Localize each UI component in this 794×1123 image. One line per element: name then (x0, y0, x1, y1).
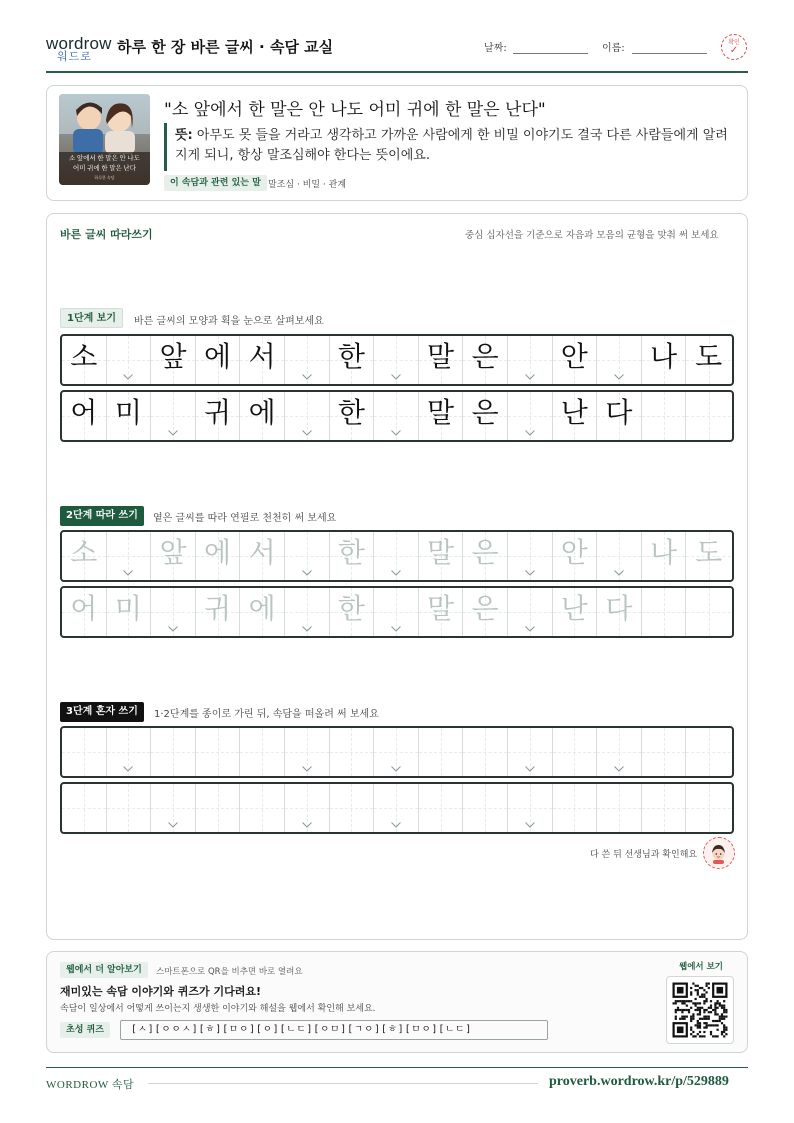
grid-char: 귀 (204, 396, 232, 429)
grid-cell[interactable] (240, 588, 285, 636)
grid-cell[interactable] (508, 588, 553, 636)
space-mark-icon (391, 626, 401, 632)
practice-hint: 중심 십자선을 기준으로 자음과 모음의 균형을 맞춰 써 보세요 (465, 230, 719, 241)
space-mark-icon (391, 570, 401, 576)
space-mark-icon (123, 374, 133, 380)
step1-row-1 (60, 334, 734, 386)
space-mark-icon (391, 430, 401, 436)
grid-cell[interactable] (285, 532, 330, 580)
qr-label: 웹에서 보기 (679, 962, 724, 972)
grid-cell (107, 392, 152, 440)
step3-label: 3단계 혼자 쓰기 (60, 702, 144, 722)
practice-title: 바른 글씨 따라쓰기 (60, 228, 153, 241)
space-mark-icon (525, 430, 535, 436)
step2-label: 2단계 따라 쓰기 (60, 506, 144, 526)
step1-desc: 바른 글씨의 모양과 획을 눈으로 살펴보세요 (134, 316, 324, 327)
grid-cell[interactable] (463, 784, 508, 832)
name-label: 이름: (602, 43, 625, 54)
related-label: 이 속담과 관련 있는 말 (164, 175, 267, 191)
grid-cell[interactable] (196, 728, 241, 776)
grid-char: 난 (560, 396, 588, 429)
grid-char: 소 (70, 340, 98, 373)
grid-cell[interactable] (62, 532, 107, 580)
check-stamp-icon (721, 34, 747, 60)
grid-char: 도 (695, 536, 723, 569)
stamp-check: ✓ (729, 44, 739, 56)
grid-char: 나 (649, 340, 678, 373)
grid-cell[interactable] (686, 728, 731, 776)
space-mark-icon (302, 626, 312, 632)
space-mark-icon (614, 570, 624, 576)
grid-cell[interactable] (553, 784, 598, 832)
space-mark-icon (614, 766, 624, 772)
grid-char: 에 (204, 340, 232, 373)
grid-cell[interactable] (597, 588, 642, 636)
teacher-stamp-icon (703, 837, 735, 869)
grid-cell[interactable] (597, 532, 642, 580)
grid-char: 에 (248, 396, 276, 429)
grid-cell[interactable] (374, 784, 419, 832)
space-mark-icon (302, 766, 312, 772)
grid-cell[interactable] (419, 532, 464, 580)
step1-label: 1단계 보기 (60, 308, 123, 328)
qr-code-icon[interactable] (666, 976, 734, 1044)
thumb-credit: 하루한 속담 (94, 175, 115, 180)
grid-cell[interactable] (62, 784, 107, 832)
grid-cell (419, 392, 464, 440)
web-hint: 스마트폰으로 QR을 비추면 바로 열려요 (156, 967, 303, 977)
grid-cell[interactable] (330, 588, 375, 636)
step3-row-1[interactable] (60, 726, 734, 778)
grid-cell (196, 336, 241, 384)
header-divider (46, 71, 748, 73)
space-mark-icon (525, 374, 535, 380)
thumb-caption-line-2: 어미 귀에 한 말은 난다 (72, 165, 136, 172)
stamp-text: 확인 (728, 38, 740, 46)
grid-cell[interactable] (686, 532, 731, 580)
space-mark-icon (525, 822, 535, 828)
space-mark-icon (302, 822, 312, 828)
grid-cell (151, 336, 196, 384)
grid-cell[interactable] (597, 728, 642, 776)
space-mark-icon (525, 626, 535, 632)
grid-char: 안 (560, 340, 588, 373)
grid-cell[interactable] (285, 588, 330, 636)
grid-cell (330, 392, 375, 440)
grid-cell[interactable] (374, 588, 419, 636)
grid-cell[interactable] (553, 588, 598, 636)
footer-divider (46, 1067, 748, 1068)
thumb-caption (59, 154, 150, 182)
grid-cell[interactable] (196, 532, 241, 580)
grid-cell[interactable] (374, 532, 419, 580)
grid-cell[interactable] (686, 588, 731, 636)
space-mark-icon (123, 766, 133, 772)
grid-cell (686, 336, 731, 384)
grid-cell[interactable] (107, 588, 152, 636)
proverb-text: "소 앞에서 한 말은 안 나도 어미 귀에 한 말은 난다" (164, 100, 546, 120)
grid-cell (597, 392, 642, 440)
grid-cell[interactable] (151, 784, 196, 832)
step2-desc: 옅은 글씨를 따라 연필로 천천히 써 보세요 (153, 513, 337, 524)
grid-cell[interactable] (374, 728, 419, 776)
step3-desc: 1·2단계를 종이로 가린 뒤, 속담을 떠올려 써 보세요 (154, 709, 379, 720)
grid-cell[interactable] (240, 532, 285, 580)
grid-cell (374, 336, 419, 384)
meaning-accent-bar (164, 123, 167, 171)
grid-cell[interactable] (508, 784, 553, 832)
proverb-illustration (59, 94, 150, 185)
grid-cell (642, 336, 687, 384)
grid-char: 말 (427, 340, 455, 373)
name-field[interactable] (632, 53, 707, 54)
space-mark-icon (525, 766, 535, 772)
brand-logo (46, 34, 112, 63)
promo-subtext: 속담이 일상에서 어떻게 쓰이는지 생생한 이야기와 해설을 웹에서 확인해 보세요. (60, 1004, 376, 1014)
grid-cell[interactable] (196, 784, 241, 832)
grid-cell[interactable] (330, 784, 375, 832)
grid-cell[interactable] (240, 784, 285, 832)
grid-cell (553, 336, 598, 384)
space-mark-icon (525, 570, 535, 576)
grid-cell[interactable] (508, 532, 553, 580)
logo-text: wordrow (46, 34, 112, 53)
teacher-check-text: 다 쓴 뒤 선생님과 확인해요 (590, 850, 698, 860)
grid-cell[interactable] (508, 728, 553, 776)
grid-cell (463, 392, 508, 440)
space-mark-icon (302, 570, 312, 576)
grid-cell (285, 336, 330, 384)
space-mark-icon (391, 822, 401, 828)
grid-cell (374, 392, 419, 440)
grid-char: 서 (248, 536, 276, 569)
grid-cell[interactable] (553, 728, 598, 776)
grid-cell (508, 336, 553, 384)
promo-headline: 재미있는 속담 이야기와 퀴즈가 기다려요! (60, 985, 261, 998)
related-words: 말조심 · 비밀 · 관계 (268, 180, 347, 190)
grid-char: 안 (560, 536, 588, 569)
grid-char: 한 (337, 396, 365, 429)
grid-char: 미 (114, 396, 142, 429)
grid-char: 다 (605, 592, 633, 625)
grid-cell (240, 392, 285, 440)
web-more-label: 웹에서 더 알아보기 (60, 962, 148, 978)
meaning-label: 뜻: (175, 128, 193, 143)
grid-cell (240, 336, 285, 384)
grid-cell (330, 336, 375, 384)
grid-cell (196, 392, 241, 440)
grid-cell[interactable] (419, 784, 464, 832)
grid-cell[interactable] (330, 532, 375, 580)
chosung-quiz-box: [ㅅ][ㅇㅇㅅ][ㅎ][ㅁㅇ][ㅇ][ㄴㄷ][ㅇㅁ][ㄱㅇ][ㅎ][ㅁㅇ][ㄴㄷ] (120, 1020, 548, 1040)
grid-cell[interactable] (151, 588, 196, 636)
grid-char: 한 (337, 592, 365, 625)
grid-cell[interactable] (463, 728, 508, 776)
step3-row-2[interactable] (60, 782, 734, 834)
grid-cell (419, 336, 464, 384)
grid-cell[interactable] (107, 728, 152, 776)
grid-char: 말 (427, 396, 455, 429)
grid-char: 에 (248, 592, 276, 625)
grid-cell[interactable] (285, 728, 330, 776)
grid-cell[interactable] (642, 532, 687, 580)
grid-cell[interactable] (62, 728, 107, 776)
grid-cell[interactable] (686, 784, 731, 832)
footer-line (148, 1083, 538, 1084)
grid-char: 소 (70, 536, 98, 569)
grid-char: 귀 (204, 592, 232, 625)
space-mark-icon (302, 374, 312, 380)
grid-cell[interactable] (196, 588, 241, 636)
grid-cell[interactable] (62, 588, 107, 636)
grid-char: 한 (337, 536, 365, 569)
grid-cell[interactable] (642, 784, 687, 832)
page-title: 하루 한 장 바른 글씨 · 속담 교실 (117, 38, 334, 56)
meaning-text (175, 126, 735, 166)
grid-cell[interactable] (597, 784, 642, 832)
grid-char: 앞 (159, 536, 187, 569)
grid-cell[interactable] (463, 532, 508, 580)
grid-char: 난 (560, 592, 588, 625)
footer-url-link[interactable]: proverb.wordrow.kr/p/529889 (549, 1074, 729, 1089)
grid-char: 은 (471, 592, 499, 625)
step2-row-1[interactable] (60, 530, 734, 582)
grid-cell (62, 336, 107, 384)
grid-char: 은 (471, 340, 499, 373)
grid-cell (508, 392, 553, 440)
grid-char: 미 (114, 592, 142, 625)
space-mark-icon (391, 374, 401, 380)
grid-cell[interactable] (553, 532, 598, 580)
grid-cell[interactable] (240, 728, 285, 776)
quiz-label: 초성 퀴즈 (60, 1022, 110, 1038)
space-mark-icon (168, 430, 178, 436)
date-label: 날짜: (484, 43, 507, 54)
space-mark-icon (391, 766, 401, 772)
grid-char: 한 (337, 340, 365, 373)
grid-cell[interactable] (107, 532, 152, 580)
space-mark-icon (614, 374, 624, 380)
space-mark-icon (168, 822, 178, 828)
grid-char: 앞 (159, 340, 187, 373)
grid-cell (642, 392, 687, 440)
grid-char: 다 (605, 396, 633, 429)
grid-char: 어 (70, 396, 98, 429)
meaning-body: 아무도 못 들을 거라고 생각하고 가까운 사람에게 한 비밀 이야기도 결국 다른 사람들에게 알려지게 되니, 항상 말조심해야 한다는 뜻이에요. (175, 128, 728, 163)
grid-cell (62, 392, 107, 440)
grid-cell[interactable] (419, 728, 464, 776)
step2-row-2[interactable] (60, 586, 734, 638)
grid-cell[interactable] (285, 784, 330, 832)
space-mark-icon (168, 626, 178, 632)
logo-subtext: 워드로 (57, 51, 92, 63)
grid-cell[interactable] (107, 784, 152, 832)
grid-cell (553, 392, 598, 440)
footer-brand: WORDROW 속담 (46, 1079, 135, 1091)
grid-cell[interactable] (642, 588, 687, 636)
space-mark-icon (302, 430, 312, 436)
grid-char: 에 (204, 536, 232, 569)
grid-cell (463, 336, 508, 384)
grid-char: 서 (248, 340, 276, 373)
grid-char: 은 (471, 396, 499, 429)
grid-cell[interactable] (642, 728, 687, 776)
grid-cell (597, 336, 642, 384)
grid-char: 도 (695, 340, 723, 373)
grid-cell (151, 392, 196, 440)
step1-row-2 (60, 390, 734, 442)
date-field[interactable] (513, 53, 588, 54)
grid-char: 말 (427, 592, 455, 625)
grid-char: 나 (649, 536, 678, 569)
grid-char: 은 (471, 536, 499, 569)
grid-cell[interactable] (151, 532, 196, 580)
grid-cell[interactable] (330, 728, 375, 776)
grid-cell (686, 392, 731, 440)
thumb-caption-line-1: 소 앞에서 한 말은 안 나도 (69, 155, 140, 162)
grid-cell[interactable] (151, 728, 196, 776)
grid-char: 말 (427, 536, 455, 569)
grid-cell (285, 392, 330, 440)
grid-cell[interactable] (419, 588, 464, 636)
grid-cell (107, 336, 152, 384)
grid-char: 어 (70, 592, 98, 625)
space-mark-icon (123, 570, 133, 576)
grid-cell[interactable] (463, 588, 508, 636)
